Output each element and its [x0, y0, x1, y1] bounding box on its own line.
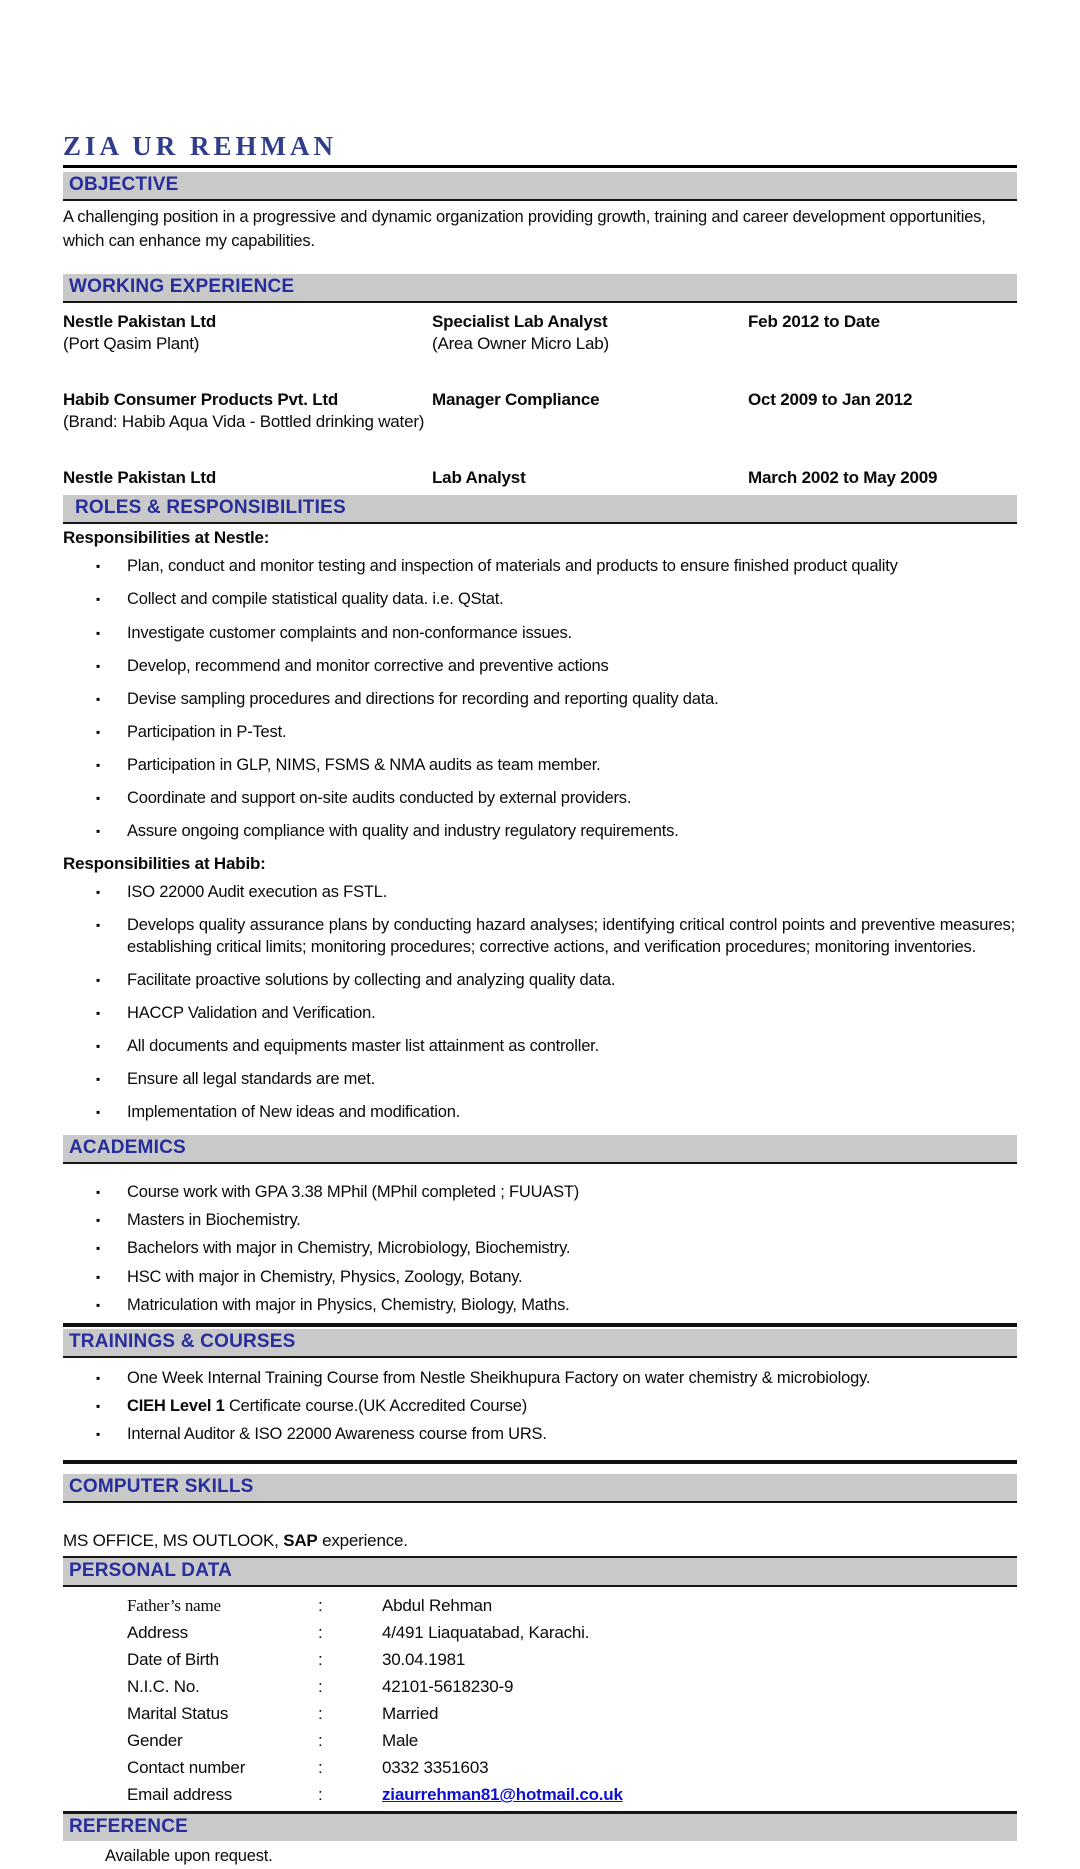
personal-row [63, 1703, 1017, 1725]
personal-colon: : [318, 1758, 323, 1778]
computer-skills-bold: SAP [283, 1531, 318, 1551]
personal-label: Address [127, 1622, 188, 1642]
job-role-cell [432, 389, 748, 433]
personal-value: Abdul Rehman [382, 1595, 493, 1615]
job-company-cell [63, 311, 432, 355]
job-role-sub: (Area Owner Micro Lab) [432, 333, 609, 353]
roles-nestle-list [63, 556, 1017, 842]
personal-row [63, 1622, 1017, 1644]
list-item: ▪ Investigate customer complaints and non-conformance issues. [63, 623, 1017, 644]
list-item: ▪ All documents and equipments master list attainment as controller. [63, 1036, 1017, 1057]
list-item: ▪ Assure ongoing compliance with quality and industry regulatory requirements. [63, 821, 1017, 842]
job-company: Nestle Pakistan Ltd [63, 468, 217, 488]
roles-nestle-heading: Responsibilities at Nestle: [63, 528, 270, 548]
personal-colon: : [318, 1731, 323, 1751]
personal-value: Male [382, 1731, 419, 1751]
list-item: ▪ Masters in Biochemistry. [63, 1210, 1017, 1231]
list-item: ▪ Develops quality assurance plans by conducting hazard analyses; identifying critical control points and preventive measures; establishing critical limits; monitoring procedures; corrective actions, and verification procedures; monitoring inventories. [63, 915, 1017, 957]
section-header-roles-responsibilities: ROLES & RESPONSIBILITIES [63, 495, 1017, 524]
list-item [63, 1396, 1017, 1417]
job-company-sub: (Brand: Habib Aqua Vida - Bottled drinking water) [63, 412, 425, 432]
roles-habib-heading: Responsibilities at Habib: [63, 854, 266, 874]
personal-row [63, 1676, 1017, 1698]
job-company: Nestle Pakistan Ltd [63, 311, 217, 331]
list-item: ▪ Internal Auditor & ISO 22000 Awareness course from URS. [63, 1424, 1017, 1445]
list-item: ▪ HACCP Validation and Verification. [63, 1003, 1017, 1024]
job-role: Specialist Lab Analyst [432, 311, 608, 331]
section-header-trainings: TRAININGS & COURSES [63, 1329, 1017, 1358]
list-item: ▪ Coordinate and support on-site audits conducted by external providers. [63, 788, 1017, 809]
job-company-cell [63, 389, 432, 433]
personal-colon: : [318, 1595, 323, 1615]
personal-row [63, 1730, 1017, 1752]
list-item: ▪ Develop, recommend and monitor corrective and preventive actions [63, 656, 1017, 677]
list-item: ▪ Implementation of New ideas and modification. [63, 1102, 1017, 1123]
computer-skills-prefix: MS OFFICE, MS OUTLOOK, [63, 1531, 284, 1551]
objective-text: A challenging position in a progressive and dynamic organization providing growth, training and career development opportunities, which can enhance my capabilities. [63, 208, 986, 250]
training-rest: Certificate course.(UK Accredited Course) [224, 1396, 528, 1415]
computer-skills-suffix: experience. [317, 1531, 408, 1551]
job-entry [63, 311, 1017, 355]
computer-skills-text [63, 1529, 1017, 1554]
personal-row [63, 1757, 1017, 1779]
list-item: ▪ Participation in P-Test. [63, 722, 1017, 743]
personal-row [63, 1784, 1017, 1806]
section-header-academics: ACADEMICS [63, 1135, 1017, 1164]
job-role-cell [432, 311, 748, 355]
job-dates: Feb 2012 to Date [748, 311, 880, 331]
section-header-computer-skills: COMPUTER SKILLS [63, 1474, 1017, 1503]
academics-list [63, 1182, 1017, 1316]
personal-row [63, 1649, 1017, 1671]
personal-label: N.I.C. No. [127, 1676, 200, 1696]
job-entry [63, 467, 1017, 489]
list-item: ▪ Participation in GLP, NIMS, FSMS & NMA audits as team member. [63, 755, 1017, 776]
list-item: ▪ Devise sampling procedures and directions for recording and reporting quality data. [63, 689, 1017, 710]
list-item: ▪ Plan, conduct and monitor testing and inspection of materials and products to ensure finished product quality [63, 556, 1017, 577]
trainings-list [63, 1368, 1017, 1445]
list-item: ▪ HSC with major in Chemistry, Physics, Zoology, Botany. [63, 1267, 1017, 1288]
section-header-objective: OBJECTIVE [63, 172, 1017, 201]
personal-value: 4/491 Liaquatabad, Karachi. [382, 1622, 590, 1642]
list-item: ▪ ISO 22000 Audit execution as FSTL. [63, 882, 1017, 903]
list-item: ▪ Course work with GPA 3.38 MPhil (MPhil completed ; FUUAST) [63, 1182, 1017, 1203]
section-divider [63, 1323, 1017, 1327]
personal-label: Marital Status [127, 1704, 229, 1724]
personal-colon: : [318, 1622, 323, 1642]
job-dates: Oct 2009 to Jan 2012 [748, 390, 913, 410]
list-item: ▪ Bachelors with major in Chemistry, Microbiology, Biochemistry. [63, 1238, 1017, 1259]
list-item: ▪ Facilitate proactive solutions by collecting and analyzing quality data. [63, 970, 1017, 991]
personal-label: Date of Birth [127, 1649, 219, 1669]
personal-label: Gender [127, 1731, 183, 1751]
job-company-cell [63, 467, 432, 489]
reference-text: Available upon request. [105, 1847, 273, 1866]
job-role-cell [432, 467, 748, 489]
section-header-personal-data: PERSONAL DATA [63, 1556, 1017, 1587]
personal-colon: : [318, 1785, 323, 1805]
section-header-reference: REFERENCE [63, 1811, 1017, 1841]
list-item: ▪ Matriculation with major in Physics, Chemistry, Biology, Maths. [63, 1295, 1017, 1316]
job-company-sub: (Port Qasim Plant) [63, 333, 200, 353]
personal-colon: : [318, 1649, 323, 1669]
personal-label: Email address [127, 1785, 233, 1805]
personal-value: 42101-5618230-9 [382, 1676, 514, 1696]
job-role: Manager Compliance [432, 390, 600, 410]
section-header-working-experience: WORKING EXPERIENCE [63, 274, 1017, 303]
personal-colon: : [318, 1676, 323, 1696]
email-link[interactable]: ziaurrehman81@hotmail.co.uk [382, 1785, 623, 1805]
personal-value: Married [382, 1704, 439, 1724]
personal-label: Father’s name [127, 1595, 221, 1615]
job-entry [63, 389, 1017, 433]
candidate-name: ZIA UR REHMAN [63, 133, 1017, 168]
job-dates: March 2002 to May 2009 [748, 468, 938, 488]
job-role: Lab Analyst [432, 468, 526, 488]
list-item: ▪ One Week Internal Training Course from Nestle Sheikhupura Factory on water chemistry & microbiology. [63, 1368, 1017, 1389]
personal-value: 30.04.1981 [382, 1649, 466, 1669]
personal-label: Contact number [127, 1758, 246, 1778]
personal-row [63, 1595, 1017, 1617]
job-company: Habib Consumer Products Pvt. Ltd [63, 390, 339, 410]
list-item: ▪ Ensure all legal standards are met. [63, 1069, 1017, 1090]
training-bold-prefix: CIEH Level 1 [127, 1396, 225, 1415]
personal-colon: : [318, 1704, 323, 1724]
roles-habib-list [63, 882, 1017, 1123]
personal-value: 0332 3351603 [382, 1758, 489, 1778]
list-item: ▪ Collect and compile statistical quality data. i.e. QStat. [63, 589, 1017, 610]
